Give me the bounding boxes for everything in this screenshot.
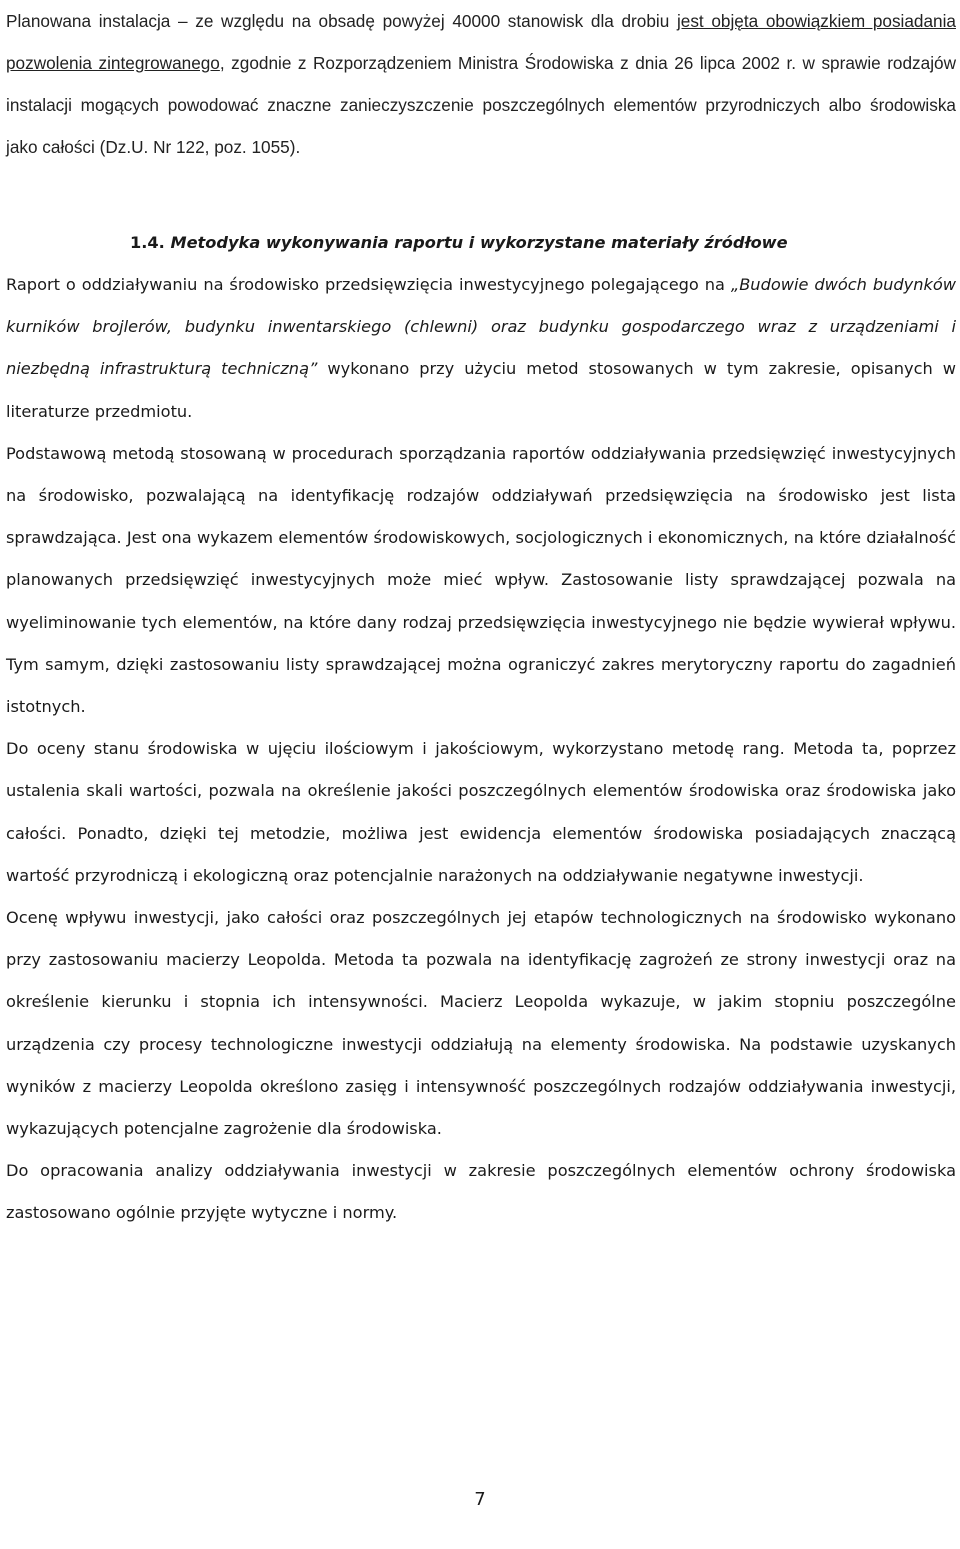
section-body [6,264,956,1235]
section-number: 1.4. [130,233,165,252]
paragraph-1-end: wykonano przy użyciu metod stosowanych w tym zakresie, opisanych w literaturze przedmiotu. [6,359,956,421]
intro-paragraph [6,0,956,168]
paragraph-5: Do opracowania analizy oddziaływania inwestycji w zakresie poszczególnych elementów ochrony środowiska zastosowano ogólnie przyjęte wytyczne i normy. [6,1161,956,1223]
page-number: 7 [474,1489,486,1510]
intro-text-end: , zgodnie z Rozporządzeniem Ministra Środowiska z dnia 26 lipca 2002 r. w sprawie rodzajów instalacji mogących powodować znaczne zanieczyszczenie poszczególnych elementów przyrodniczych albo środowiska jako całości (Dz.U. Nr 122, poz. 1055). [6,53,956,157]
section-title: Metodyka wykonywania raportu i wykorzystane materiały źródłowe [164,233,788,252]
intro-text-start: Planowana instalacja – ze względu na obsadę powyżej 40000 stanowisk dla drobiu [6,11,677,31]
paragraph-4: Ocenę wpływu inwestycji, jako całości oraz poszczególnych jej etapów technologicznych na środowisko wykonano przy zastosowaniu macierzy Leopolda. Metoda ta pozwala na identyfikację zagrożeń ze strony inwestycji oraz na określenie kierunku i stopnia ich intensywności. Macierz Leopolda wykazuje, w jakim stopniu poszczególne urządzenia czy procesy technologiczne inwestycji oddziałują na elementy środowiska. Na podstawie uzyskanych wyników z macierzy Leopolda określono zasięg i intensywność poszczególnych rodzajów oddziaływania inwestycji, wykazujących potencjalne zagrożenie dla środowiska. [6,908,956,1139]
intro-underlined-text: jest objęta obowiązkiem posiadania pozwolenia zintegrowanego [6,11,956,73]
section-heading [130,222,956,264]
paragraph-1 [6,264,956,433]
paragraph-3: Do oceny stanu środowiska w ujęciu ilościowym i jakościowym, wykorzystano metodę rang. Metoda ta, poprzez ustalenia skali wartości, pozwala na określenie jakości poszczególnych elementów środowiska oraz środowiska jako całości. Ponadto, dzięki tej metodzie, możliwa jest ewidencja elementów środowiska posiadających znaczącą wartość przyrodniczą i ekologiczną oraz potencjalnie narażonych na oddziaływanie negatywne inwestycji. [6,739,956,885]
paragraph-1-project-name: „Budowie dwóch budynków kurników brojlerów, budynku inwentarskiego (chlewni) oraz budynku gospodarczego wraz z urządzeniami i niezbędną infrastrukturą techniczną” [6,275,956,379]
paragraph-2: Podstawową metodą stosowaną w procedurach sporządzania raportów oddziaływania przedsięwzięć inwestycyjnych na środowisko, pozwalającą na identyfikację rodzajów oddziaływań przedsięwzięcia na środowisko jest lista sprawdzająca. Jest ona wykazem elementów środowiskowych, socjologicznych i ekonomicznych, na które działalność planowanych przedsięwzięć inwestycyjnych może mieć wpływ. Zastosowanie listy sprawdzającej pozwala na wyeliminowanie tych elementów, na które dany rodzaj przedsięwzięcia inwestycyjnego nie będzie wywierał wpływu. Tym samym, dzięki zastosowaniu listy sprawdzającej można ograniczyć zakres merytoryczny raportu do zagadnień istotnych. [6,443,956,717]
paragraph-1-start: Raport o oddziaływaniu na środowisko przedsięwzięcia inwestycyjnego polegającego na [6,275,731,294]
